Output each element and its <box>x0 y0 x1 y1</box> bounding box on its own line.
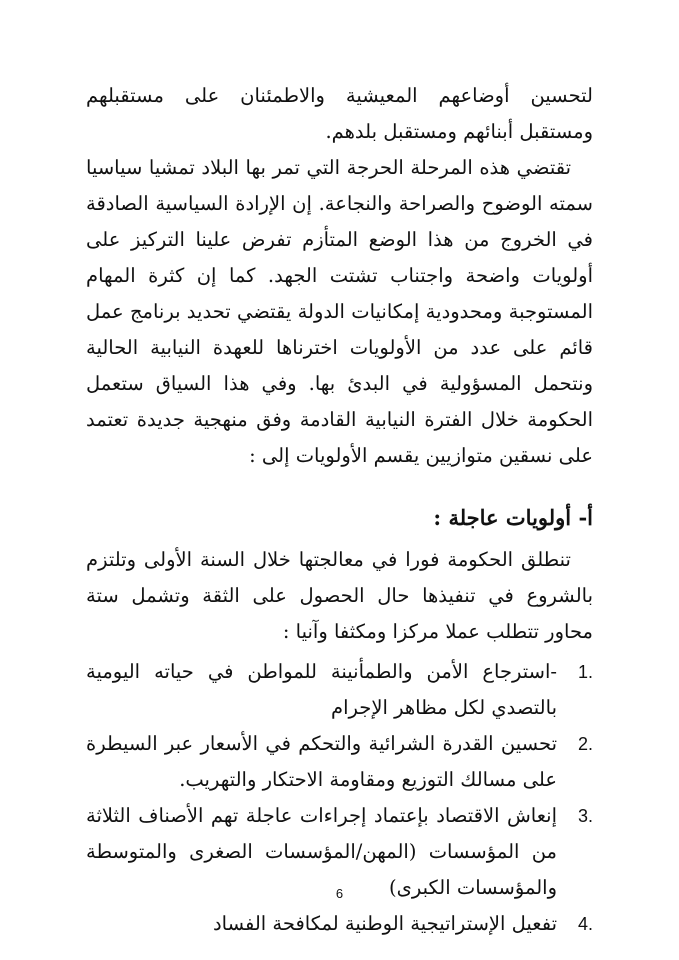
list-item-text: إنعاش الاقتصاد بإعتماد إجراءات عاجلة تهم الأصناف الثلاثة من المؤسسات (المهن/المؤسسات الصغرى والمتوسطة والمؤسسات الكبرى) <box>86 804 557 899</box>
list-item-number: 1. <box>577 662 593 682</box>
list-item-number: 4. <box>577 914 593 934</box>
section-body-paragraph: تنطلق الحكومة فورا في معالجتها خلال السنة الأولى وتلتزم بالشروع في تنفيذها حال الحصول على الثقة وتشمل ستة محاور تتطلب عملا مركزا ومكثفا وآنيا : <box>86 548 593 643</box>
context-paragraph: تقتضي هذه المرحلة الحرجة التي تمر بها البلاد تمشيا سياسيا سمته الوضوح والصراحة والنجاعة. إن الإرادة السياسية الصادقة في الخروج من هذا الوضع المتأزم تفرض علينا التركيز على أولويات واضحة واجتناب تشتت الجهد. كما إن كثرة المهام المستوجبة ومحدودية إمكانيات الدولة يقتضي تحديد برنامج عمل قائم على عدد من الأولويات اخترناها للعهدة النيابية الحالية ونتحمل المسؤولية في البدئ بها. وفي هذا السياق ستعمل الحكومة خلال الفترة النيابية القادمة وفق منهجية جديدة تعتمد على نسقين متوازيين يقسم الأولويات إلى : <box>86 156 593 467</box>
page-number: 6 <box>335 886 344 901</box>
list-item-text: تحسين القدرة الشرائية والتحكم في الأسعار عبر السيطرة على مسالك التوزيع ومقاومة الاحتكار والتهريب. <box>86 732 557 791</box>
list-item-number: 2. <box>577 734 593 754</box>
list-item-number: 3. <box>577 806 593 826</box>
list-item <box>86 654 593 726</box>
list-item-text: -استرجاع الأمن والطمأنينة للمواطن في حياته اليومية بالتصدي لكل مظاهر الإجرام <box>86 660 557 719</box>
intro-paragraph: لتحسين أوضاعهم المعيشية والاطمئنان على مستقبلهم ومستقبل أبنائهم ومستقبل بلدهم. <box>86 84 593 143</box>
section-heading: أ- أولويات عاجلة : <box>433 505 593 530</box>
list-item <box>86 906 593 942</box>
list-item <box>86 726 593 798</box>
list-item-text: تفعيل الإستراتيجية الوطنية لمكافحة الفساد <box>212 912 557 935</box>
